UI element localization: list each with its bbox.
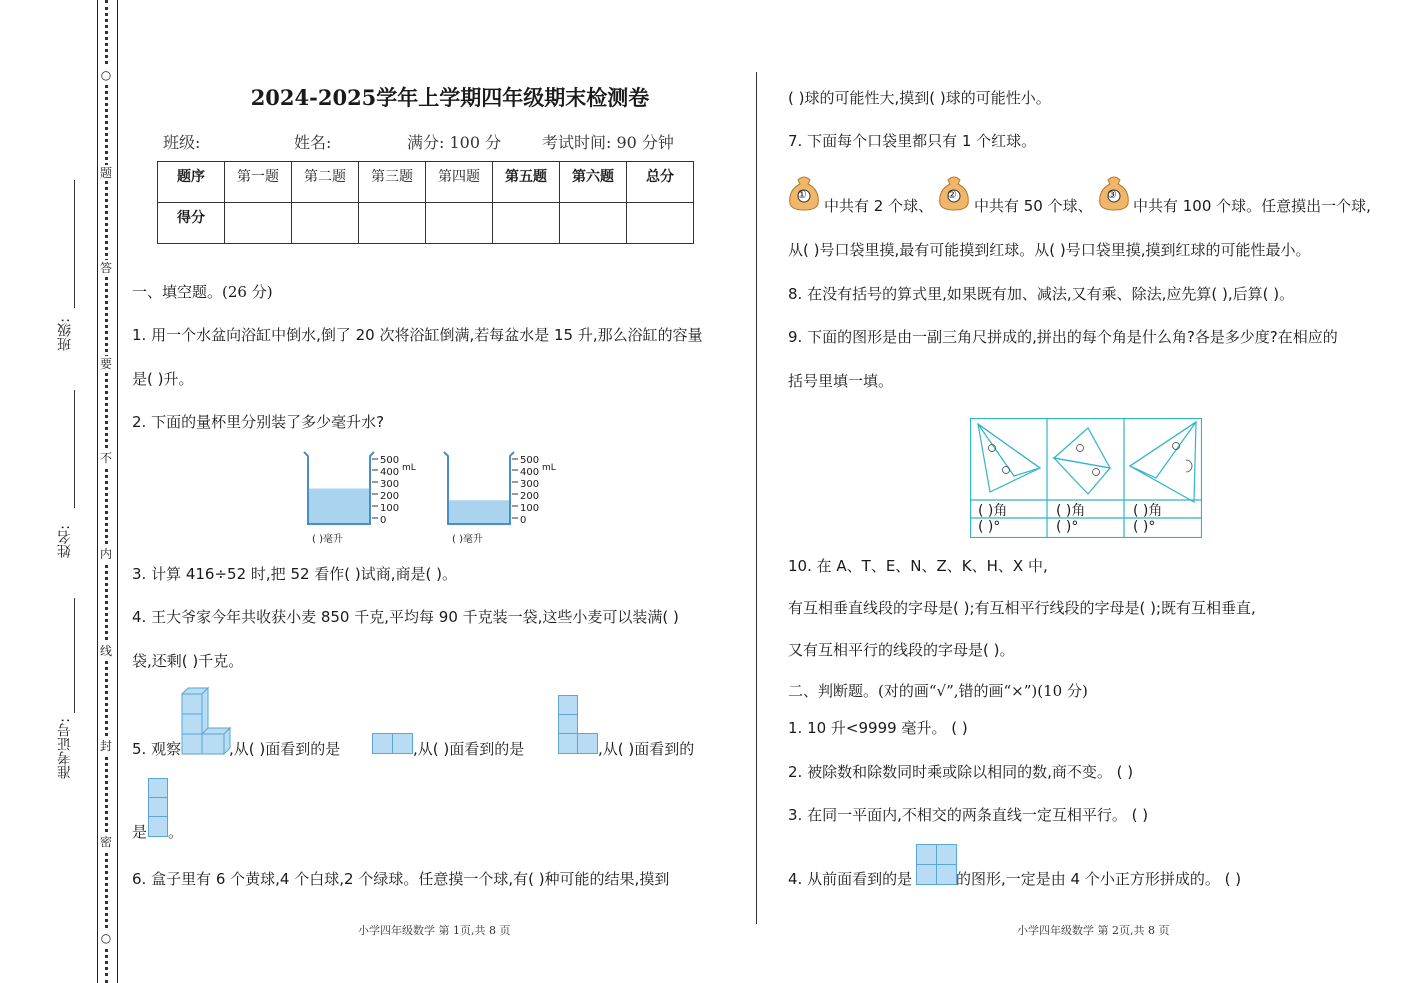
triangle-ruler-figure: [970, 418, 1202, 538]
exam-number-label: 准考证号:: [57, 718, 73, 779]
question-7-bag-2-text: 中共有 50 个球、: [974, 197, 1093, 215]
angle-type-blank[interactable]: ( )角: [1133, 503, 1163, 519]
binding-char: ○: [98, 67, 114, 83]
scale-label: 100: [520, 503, 540, 514]
judge-4-square: [936, 864, 957, 885]
view-2-square: [577, 733, 598, 754]
score-header-cell: 题序: [158, 162, 225, 203]
question-5-text-b: ,从( )面看到的是: [229, 740, 341, 758]
score-header-cell: 第四题: [426, 162, 493, 203]
score-input-cell[interactable]: [292, 203, 359, 244]
view-2-square: [558, 733, 578, 754]
binding-char: 不: [99, 451, 112, 465]
question-10-line-2: 有互相垂直线段的字母是( );有互相平行线段的字母是( );既有互相垂直,: [788, 599, 1256, 617]
cup-1-scale: [380, 455, 399, 527]
page-2-footer: 小学四年级数学 第 2页,共 8 页: [1017, 924, 1170, 937]
bag-1-label: ①: [797, 188, 807, 201]
question-2: 2. 下面的量杯里分别装了多少毫升水?: [132, 413, 385, 431]
scale-label: 300: [380, 479, 400, 490]
question-7-bag-1-text: 中共有 2 个球、: [824, 197, 934, 215]
exam-title: 2024-2025学年上学期四年级期末检测卷: [250, 85, 650, 110]
angle-type-blank[interactable]: ( )角: [978, 503, 1008, 519]
name-field-label: 姓名:: [294, 133, 332, 152]
angle-degree-blank[interactable]: ( )°: [1056, 519, 1079, 535]
judge-3: 3. 在同一平面内,不相交的两条直线一定互相平行。 ( ): [788, 806, 1149, 824]
question-3: 3. 计算 416÷52 时,把 52 看作( )试商,商是( )。: [132, 565, 458, 583]
page-divider: [756, 72, 757, 924]
name-label: 姓名:: [57, 525, 73, 558]
binding-char: 答: [99, 261, 112, 275]
binding-char: 线: [99, 644, 112, 658]
cup-2-answer: ( )毫升: [452, 534, 483, 545]
question-9-line-2: 括号里填一填。: [788, 372, 894, 390]
question-1-line-2: 是( )升。: [132, 370, 194, 388]
view-1-square: [372, 733, 393, 754]
question-1-line-1: 1. 用一个水盆向浴缸中倒水,倒了 20 次将浴缸倒满,若每盆水是 15 升,那么浴缸的容量: [132, 326, 703, 344]
scale-label: 100: [380, 503, 400, 514]
judge-4-square: [916, 844, 937, 865]
judge-4-text-b: 的图形,一定是由 4 个小正方形拼成的。 ( ): [956, 870, 1242, 888]
exam-time: 考试时间: 90 分钟: [542, 133, 674, 152]
score-header-cell: 第二题: [292, 162, 359, 203]
question-6-continued: ( )球的可能性大,摸到( )球的可能性小。: [788, 89, 1051, 107]
question-7-line-2: 从( )号口袋里摸,最有可能摸到红球。从( )号口袋里摸,摸到红球的可能性最小。: [788, 241, 1311, 259]
full-score: 满分: 100 分: [407, 133, 502, 152]
cube-solid-figure-graphic: [180, 686, 232, 756]
binding-char: ○: [98, 930, 114, 946]
angle-type-blank[interactable]: ( )角: [1056, 503, 1086, 519]
question-7-bag-3-text: 中共有 100 个球。任意摸出一个球,: [1133, 197, 1371, 215]
score-header-cell: 总分: [627, 162, 694, 203]
question-5-text-e: 是: [132, 823, 148, 841]
score-table: [157, 161, 694, 244]
judge-4-text-a: 4. 从前面看到的是: [788, 870, 913, 888]
question-4-line-1: 4. 王大爷家今年共收获小麦 850 千克,平均每 90 千克装一袋,这些小麦可以装满( ): [132, 608, 679, 626]
class-field-label: 班级:: [163, 133, 201, 152]
view-2-square: [558, 695, 578, 715]
question-5-text-a: 5. 观察: [132, 740, 182, 758]
angle-degree-blank[interactable]: ( )°: [978, 519, 1001, 535]
triangle-ruler-figure-graphic: [970, 418, 1202, 538]
judge-1: 1. 10 升<9999 毫升。 ( ): [788, 719, 968, 737]
question-7: 7. 下面每个口袋里都只有 1 个红球。: [788, 132, 1037, 150]
score-row-label: 得分: [158, 203, 225, 244]
scale-label: 300: [520, 479, 540, 490]
view-3-square: [148, 797, 168, 817]
bag-3-label: ③: [1107, 188, 1117, 201]
exam-number-blank-line: [74, 598, 75, 713]
angle-degree-blank[interactable]: ( )°: [1133, 519, 1156, 535]
view-1-square: [392, 733, 413, 754]
binding-char: 封: [99, 739, 112, 753]
bag-1-icon: [786, 172, 822, 212]
binding-border-right: [117, 0, 118, 983]
section-fill-blank: 一、填空题。(26 分): [132, 283, 273, 301]
binding-char: 内: [99, 547, 112, 561]
judge-4-square: [936, 844, 957, 865]
score-header-cell: 第一题: [225, 162, 292, 203]
judge-2: 2. 被除数和除数同时乘或除以相同的数,商不变。 ( ): [788, 763, 1134, 781]
scale-label: 400: [520, 467, 540, 478]
page-1-footer: 小学四年级数学 第 1页,共 8 页: [358, 924, 511, 937]
name-blank-line: [74, 390, 75, 508]
scale-label: 500: [520, 455, 540, 466]
cup-1-unit: mL: [402, 463, 416, 473]
score-input-cell[interactable]: [493, 203, 560, 244]
scale-label: 200: [380, 491, 400, 502]
view-2-square: [558, 714, 578, 734]
scale-label: 200: [520, 491, 540, 502]
question-4-line-2: 袋,还剩( )千克。: [132, 652, 244, 670]
binding-char: 要: [99, 357, 112, 371]
section-true-false: 二、判断题。(对的画“√”,错的画“×”)(10 分): [788, 682, 1088, 700]
score-input-cell[interactable]: [627, 203, 694, 244]
cup-2-unit: mL: [542, 463, 556, 473]
cube-solid-figure: [180, 686, 232, 756]
question-10-line-3: 又有互相平行的线段的字母是( )。: [788, 641, 1015, 659]
bag-2-icon: [936, 172, 972, 212]
score-header-cell: 第六题: [560, 162, 627, 203]
binding-char: 密: [99, 835, 112, 849]
question-5-text-d: ,从( )面看到的: [598, 740, 695, 758]
question-6: 6. 盒子里有 6 个黄球,4 个白球,2 个绿球。任意摸一个球,有( )种可能的结果,摸到: [132, 870, 670, 888]
score-input-cell[interactable]: [225, 203, 292, 244]
view-3-square: [148, 778, 168, 798]
cup-1-answer: ( )毫升: [312, 534, 343, 545]
scale-label: 400: [380, 467, 400, 478]
score-input-cell[interactable]: [359, 203, 426, 244]
question-10-line-1: 10. 在 A、T、E、N、Z、K、H、X 中,: [788, 557, 1048, 575]
question-5-text-c: ,从( )面看到的是: [413, 740, 525, 758]
scale-label: 0: [380, 515, 387, 526]
score-header-cell: 第三题: [359, 162, 426, 203]
question-8: 8. 在没有括号的算式里,如果既有加、减法,又有乘、除法,应先算( ),后算( )。: [788, 285, 1295, 303]
bag-2-label: ②: [947, 188, 957, 201]
scale-label: 500: [380, 455, 400, 466]
judge-4-square: [916, 864, 937, 885]
view-3-square: [148, 816, 168, 837]
bag-3-icon: [1096, 172, 1132, 212]
scale-label: 0: [520, 515, 527, 526]
class-blank-line: [74, 180, 75, 308]
score-header-cell: 第五题: [493, 162, 560, 203]
binding-char: 题: [99, 166, 112, 180]
score-input-cell[interactable]: [560, 203, 627, 244]
question-5-text-f: 。: [168, 823, 184, 841]
cup-2-scale: [520, 455, 539, 527]
score-input-cell[interactable]: [426, 203, 493, 244]
question-9-line-1: 9. 下面的图形是由一副三角尺拼成的,拼出的每个角是什么角?各是多少度?在相应的: [788, 328, 1338, 346]
class-label: 班级:: [57, 318, 73, 351]
